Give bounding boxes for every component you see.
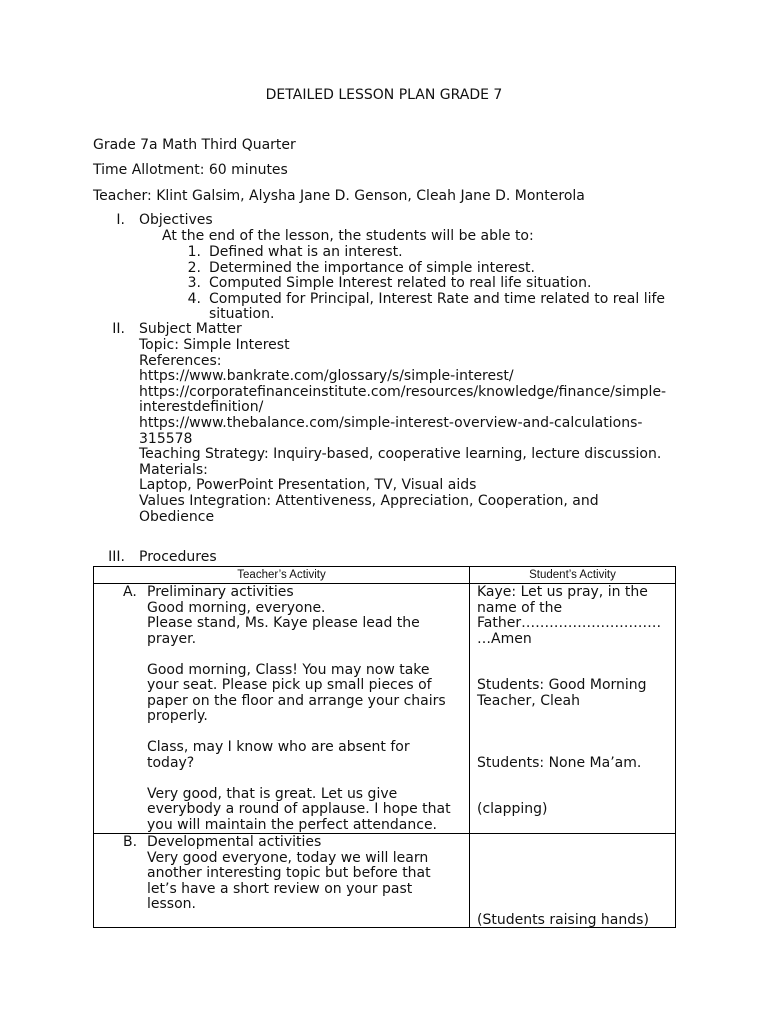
teacher-activity-line: Good morning, Class! You may now take [147, 661, 430, 678]
procedure-row [94, 834, 676, 928]
student-activity-line: (Students raising hands) [477, 911, 649, 928]
subject-line: https://www.bankrate.com/glossary/s/simple-interest/ [139, 368, 514, 385]
teacher-activity-line: Developmental activities [147, 834, 322, 850]
teacher-activity-header: Teacher’s Activity [94, 567, 470, 584]
student-activity-header: Student’s Activity [470, 567, 676, 584]
objective-item: Defined what is an interest. [209, 244, 403, 260]
procedures-table [93, 566, 676, 928]
time-allotment-line: Time Allotment: 60 minutes [93, 162, 288, 178]
objective-item: Computed for Principal, Interest Rate and time related to real life [209, 290, 666, 307]
teacher-activity-line: Class, may I know who are absent for [147, 739, 410, 755]
grade-line: Grade 7a Math Third Quarter [93, 137, 296, 153]
teacher-activity-line: properly. [147, 708, 208, 724]
student-activity-line: Father………………………… [477, 615, 662, 631]
teacher-activity-line: paper on the floor and arrange your chairs [147, 692, 446, 709]
subject-line: interestdefinition/ [139, 399, 264, 416]
teacher-activity-line: let’s have a short review on your past [147, 880, 413, 897]
teacher-activity-line: Good morning, everyone. [147, 599, 326, 616]
student-activity-line: Kaye: Let us pray, in the [477, 584, 648, 600]
teacher-activity-line: prayer. [147, 630, 197, 647]
student-activity-line: …Amen [477, 630, 532, 647]
document-title: DETAILED LESSON PLAN GRADE 7 [265, 87, 503, 103]
teacher-activity-line: another interesting topic but before that [147, 865, 431, 881]
objectives-numeral: I. [116, 212, 125, 228]
objectives-intro: At the end of the lesson, the students will be able to: [162, 228, 534, 244]
objective-item: Determined the importance of simple interest. [209, 259, 535, 276]
student-activity-line: name of the [477, 599, 563, 616]
teacher-activity-line: you will maintain the perfect attendance. [147, 816, 438, 833]
activity-letter: B. [123, 834, 138, 850]
subject-line: Topic: Simple Interest [139, 337, 290, 353]
teacher-activity-line: lesson. [147, 896, 196, 912]
teacher-activity-cell [94, 584, 470, 834]
teacher-activity-line: Very good, that is great. Let us give [147, 785, 398, 802]
subject-line: Laptop, PowerPoint Presentation, TV, Visual aids [139, 477, 477, 494]
teacher-activity-line: Preliminary activities [147, 584, 294, 600]
teacher-activity-line: your seat. Please pick up small pieces of [147, 677, 432, 693]
subject-heading: Subject Matter [139, 321, 242, 337]
procedures-table-body [94, 584, 676, 928]
student-activity-line: Students: None Ma’am. [477, 754, 642, 771]
teacher-activity-line: Please stand, Ms. Kaye please lead the [147, 615, 420, 631]
student-activity-line: (clapping) [477, 801, 548, 817]
teacher-line: Teacher: Klint Galsim, Alysha Jane D. Genson, Cleah Jane D. Monterola [93, 188, 585, 204]
objective-number: 3. [187, 275, 201, 291]
teacher-activity-cell [94, 834, 470, 928]
objective-item: situation. [209, 306, 275, 322]
subject-line: Materials: [139, 461, 208, 478]
procedures-heading: Procedures [139, 549, 217, 565]
activity-letter: A. [123, 584, 137, 600]
student-activity-line: Students: Good Morning [477, 677, 647, 693]
objective-item: Computed Simple Interest related to real life situation. [209, 275, 592, 291]
subject-line: Obedience [139, 508, 215, 525]
subject-line: Teaching Strategy: Inquiry-based, cooperative learning, lecture discussion. [139, 446, 662, 463]
subject-line: Values Integration: Attentiveness, Appreciation, Cooperation, and [139, 493, 599, 509]
teacher-activity-line: everybody a round of applause. I hope that [147, 801, 451, 817]
subject-line: https://www.thebalance.com/simple-interest-overview-and-calculations- [139, 415, 643, 431]
procedures-numeral: III. [108, 549, 125, 565]
objective-number: 4. [187, 290, 201, 307]
subject-numeral: II. [112, 321, 125, 337]
teacher-activity-line: today? [147, 754, 195, 771]
objective-number: 2. [187, 259, 201, 276]
objectives-heading: Objectives [139, 212, 213, 228]
student-activity-cell [470, 834, 676, 928]
subject-line: References: [139, 352, 222, 369]
subject-line: https://corporatefinanceinstitute.com/resources/knowledge/finance/simple- [139, 383, 667, 400]
subject-line: 315578 [139, 430, 193, 447]
student-activity-line: Teacher, Cleah [477, 692, 580, 709]
student-activity-cell [470, 584, 676, 834]
teacher-activity-line: Very good everyone, today we will learn [147, 849, 429, 866]
procedure-row [94, 584, 676, 834]
objective-number: 1. [187, 244, 201, 260]
